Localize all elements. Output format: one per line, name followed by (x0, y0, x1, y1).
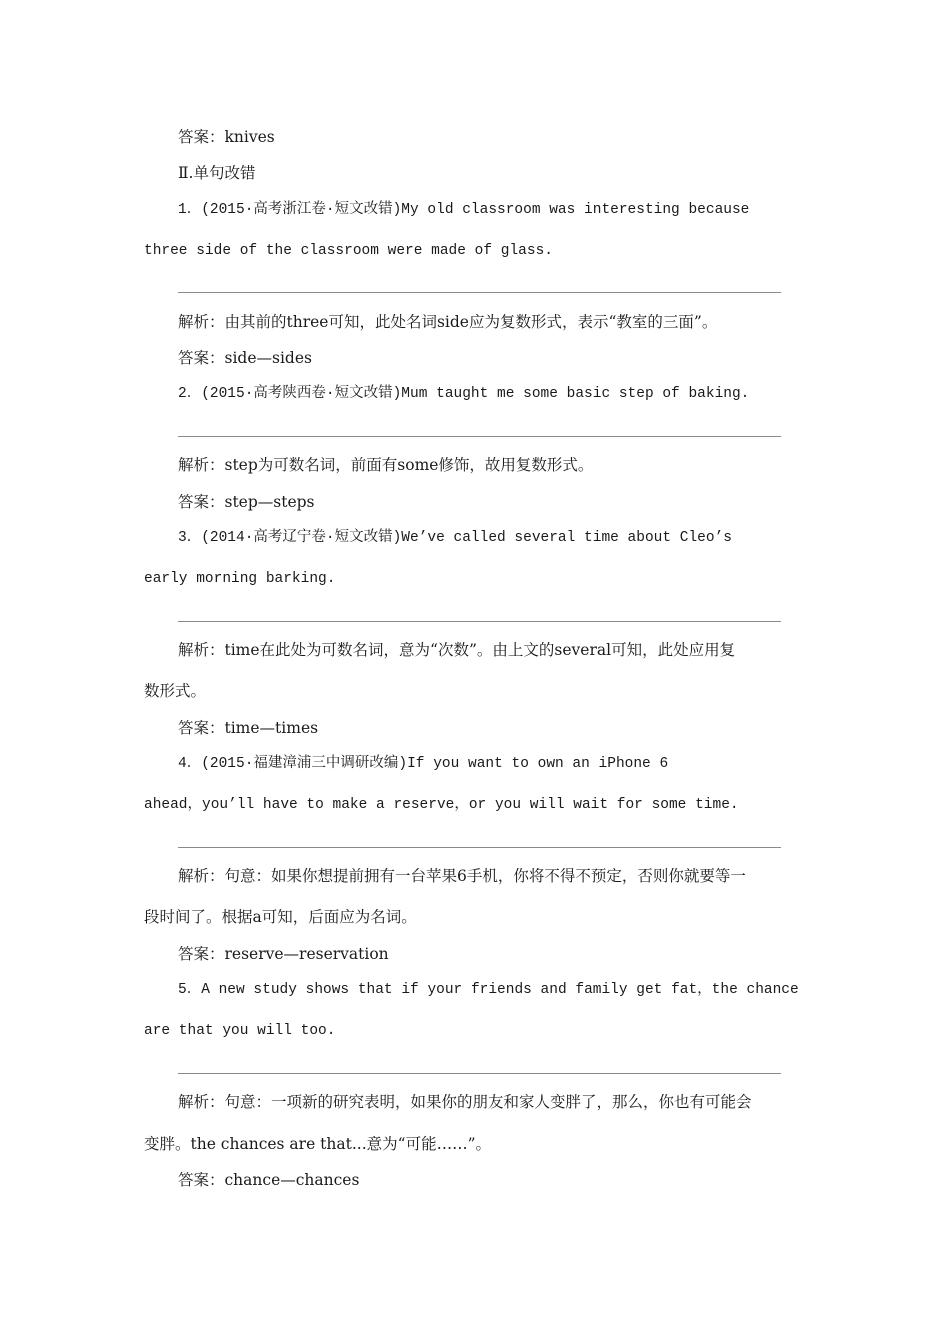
answer-blank-2 (178, 436, 781, 437)
question-5-line-1: 5．A new study shows that if your friends and family get fat，the chance (178, 982, 799, 998)
answer-4: 答案：reserve—reservation (178, 945, 389, 963)
answer-blank-1 (178, 292, 781, 293)
explanation-2: 解析：step为可数名词，前面有some修饰，故用复数形式。 (178, 456, 594, 474)
explanation-5-line-2: 变胖。the chances are that...意为“可能……”。 (144, 1135, 491, 1153)
answer-blank-4 (178, 847, 781, 848)
question-5-line-2: are that you will too. (144, 1023, 336, 1039)
question-1-line-1: 1．(2015·高考浙江卷·短文改错)My old classroom was interesting because (178, 202, 750, 218)
question-3-line-2: early morning barking. (144, 571, 336, 587)
explanation-4-line-2: 段时间了。根据a可知，后面应为名词。 (144, 908, 417, 926)
explanation-1: 解析：由其前的three可知，此处名词side应为复数形式，表示“教室的三面”。 (178, 313, 718, 331)
question-1-line-2: three side of the classroom were made of glass. (144, 243, 553, 259)
explanation-3-line-1: 解析：time在此处为可数名词，意为“次数”。由上文的several可知，此处应用复 (178, 641, 736, 659)
question-3-line-1: 3．(2014·高考辽宁卷·短文改错)We’ve called several time about Cleo’s (178, 530, 732, 546)
explanation-4-line-1: 解析：句意：如果你想提前拥有一台苹果6手机，你将不得不预定，否则你就要等一 (178, 867, 746, 885)
question-2-line-1: 2．(2015·高考陕西卷·短文改错)Mum taught me some basic step of baking. (178, 386, 750, 402)
question-4-line-2: ahead，you’ll have to make a reserve，or you will wait for some time. (144, 797, 739, 813)
explanation-3-line-2: 数形式。 (144, 682, 207, 700)
section-heading: Ⅱ.单句改错 (178, 164, 256, 182)
answer-blank-3 (178, 621, 781, 622)
answer-2: 答案：step—steps (178, 493, 315, 511)
answer-blank-5 (178, 1073, 781, 1074)
answer-1: 答案：side—sides (178, 349, 312, 367)
question-4-line-1: 4．(2015·福建漳浦三中调研改编)If you want to own an iPhone 6 (178, 756, 669, 772)
prev-answer: 答案：knives (178, 128, 275, 146)
explanation-5-line-1: 解析：句意：一项新的研究表明，如果你的朋友和家人变胖了，那么，你也有可能会 (178, 1093, 752, 1111)
answer-3: 答案：time—times (178, 719, 319, 737)
answer-5: 答案：chance—chances (178, 1171, 360, 1189)
